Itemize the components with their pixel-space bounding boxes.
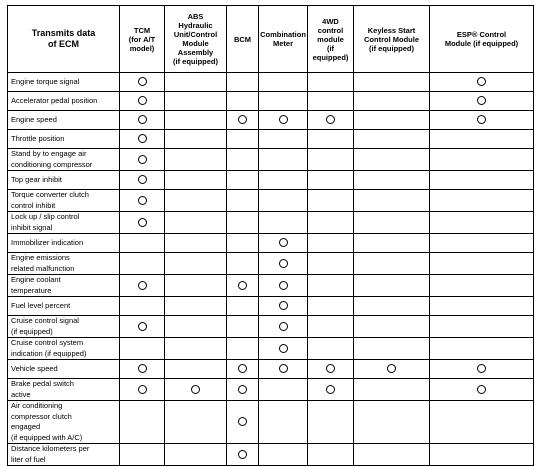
- circle-mark-icon: [191, 385, 200, 394]
- table-cell: [165, 234, 227, 253]
- table-cell: [430, 253, 534, 275]
- table-row: [8, 149, 534, 171]
- table-cell: [227, 171, 259, 190]
- row-label: Engine emissions related malfunction: [8, 253, 120, 275]
- circle-mark-icon: [238, 385, 247, 394]
- table-cell: [259, 212, 308, 234]
- circle-mark-icon: [138, 322, 147, 331]
- table-cell: [259, 111, 308, 130]
- row-label: Engine speed: [8, 111, 120, 130]
- row-label: Brake pedal switch active: [8, 379, 120, 401]
- table-cell: [259, 360, 308, 379]
- table-cell: [227, 190, 259, 212]
- table-row: [8, 111, 534, 130]
- table-cell: [120, 360, 165, 379]
- circle-mark-icon: [387, 364, 396, 373]
- table-cell: [227, 130, 259, 149]
- table-cell: [354, 92, 430, 111]
- table-row: [8, 92, 534, 111]
- table-cell: [227, 253, 259, 275]
- row-label: Immobilizer indication: [8, 234, 120, 253]
- row-label: Cruise control system indication (if equipped): [8, 338, 120, 360]
- table-cell: [259, 297, 308, 316]
- table-cell: [259, 275, 308, 297]
- circle-mark-icon: [477, 77, 486, 86]
- table-row: [8, 73, 534, 92]
- circle-mark-icon: [138, 77, 147, 86]
- table-cell: [165, 212, 227, 234]
- circle-mark-icon: [138, 134, 147, 143]
- table-cell: [430, 149, 534, 171]
- table-cell: [227, 379, 259, 401]
- table-cell: [308, 92, 354, 111]
- row-label: Accelerator pedal position: [8, 92, 120, 111]
- table-cell: [227, 92, 259, 111]
- table-cell: [165, 111, 227, 130]
- table-cell: [308, 73, 354, 92]
- table-cell: [165, 149, 227, 171]
- circle-mark-icon: [238, 115, 247, 124]
- table-cell: [308, 338, 354, 360]
- table-cell: [354, 275, 430, 297]
- table-row: [8, 297, 534, 316]
- table-cell: [354, 190, 430, 212]
- table-cell: [430, 401, 534, 444]
- table-row: [8, 234, 534, 253]
- table-cell: [165, 360, 227, 379]
- table-cell: [259, 338, 308, 360]
- table-cell: [165, 73, 227, 92]
- table-cell: [430, 171, 534, 190]
- table-cell: [165, 171, 227, 190]
- table-cell: [308, 234, 354, 253]
- row-label: Throttle position: [8, 130, 120, 149]
- row-label: Lock up / slip control inhibit signal: [8, 212, 120, 234]
- circle-mark-icon: [477, 115, 486, 124]
- table-cell: [259, 234, 308, 253]
- circle-mark-icon: [138, 115, 147, 124]
- table-cell: [308, 212, 354, 234]
- table-cell: [259, 130, 308, 149]
- table-cell: [430, 297, 534, 316]
- table-row: [8, 212, 534, 234]
- table-cell: [308, 297, 354, 316]
- table-cell: [354, 111, 430, 130]
- table-cell: [165, 130, 227, 149]
- circle-mark-icon: [326, 385, 335, 394]
- table-cell: [354, 212, 430, 234]
- table-cell: [430, 234, 534, 253]
- table-cell: [120, 130, 165, 149]
- table-cell: [120, 401, 165, 444]
- table-cell: [354, 130, 430, 149]
- circle-mark-icon: [477, 385, 486, 394]
- table-row: [8, 360, 534, 379]
- table-cell: [259, 149, 308, 171]
- circle-mark-icon: [138, 96, 147, 105]
- row-label: Fuel level percent: [8, 297, 120, 316]
- circle-mark-icon: [326, 115, 335, 124]
- circle-mark-icon: [279, 301, 288, 310]
- table-cell: [120, 316, 165, 338]
- circle-mark-icon: [279, 344, 288, 353]
- table-cell: [120, 190, 165, 212]
- header-tcm: TCM (for A/T model): [120, 6, 165, 73]
- table-cell: [165, 338, 227, 360]
- table-row: [8, 379, 534, 401]
- table-cell: [354, 444, 430, 466]
- table-cell: [227, 275, 259, 297]
- table-cell: [308, 316, 354, 338]
- circle-mark-icon: [138, 281, 147, 290]
- table-cell: [227, 73, 259, 92]
- table-cell: [227, 212, 259, 234]
- circle-mark-icon: [238, 364, 247, 373]
- table-cell: [120, 444, 165, 466]
- circle-mark-icon: [138, 218, 147, 227]
- table-row: [8, 338, 534, 360]
- row-label: Distance kilometers per liter of fuel: [8, 444, 120, 466]
- circle-mark-icon: [238, 450, 247, 459]
- table-cell: [120, 111, 165, 130]
- table-cell: [120, 212, 165, 234]
- table-cell: [308, 360, 354, 379]
- header-keyless-start: Keyless Start Control Module (if equipped): [354, 6, 430, 73]
- circle-mark-icon: [138, 364, 147, 373]
- table-cell: [430, 360, 534, 379]
- circle-mark-icon: [326, 364, 335, 373]
- ecm-data-table: [7, 5, 534, 466]
- row-label: Cruise control signal (if equipped): [8, 316, 120, 338]
- circle-mark-icon: [477, 96, 486, 105]
- table-cell: [120, 297, 165, 316]
- header-esp: ESP® Control Module (if equipped): [430, 6, 534, 73]
- header-4wd: 4WD control module (if equipped): [308, 6, 354, 73]
- table-cell: [259, 316, 308, 338]
- table-cell: [354, 234, 430, 253]
- table-cell: [120, 379, 165, 401]
- table-row: [8, 275, 534, 297]
- circle-mark-icon: [279, 281, 288, 290]
- table-cell: [165, 190, 227, 212]
- table-cell: [227, 360, 259, 379]
- table-cell: [308, 444, 354, 466]
- table-cell: [354, 171, 430, 190]
- table-cell: [227, 338, 259, 360]
- table-cell: [308, 253, 354, 275]
- circle-mark-icon: [477, 364, 486, 373]
- circle-mark-icon: [279, 322, 288, 331]
- header-bcm: BCM: [227, 6, 259, 73]
- table-cell: [227, 297, 259, 316]
- table-body: [8, 73, 534, 466]
- table-cell: [120, 234, 165, 253]
- circle-mark-icon: [138, 175, 147, 184]
- table-cell: [227, 316, 259, 338]
- table-row: [8, 316, 534, 338]
- circle-mark-icon: [238, 281, 247, 290]
- table-cell: [165, 316, 227, 338]
- table-cell: [227, 149, 259, 171]
- table-cell: [120, 149, 165, 171]
- table-header-row: [8, 6, 534, 73]
- table-cell: [120, 275, 165, 297]
- table-cell: [259, 379, 308, 401]
- circle-mark-icon: [279, 364, 288, 373]
- table-cell: [308, 275, 354, 297]
- table-cell: [227, 444, 259, 466]
- table-cell: [430, 130, 534, 149]
- table-cell: [430, 275, 534, 297]
- circle-mark-icon: [279, 259, 288, 268]
- circle-mark-icon: [279, 238, 288, 247]
- row-label: Engine coolant temperature: [8, 275, 120, 297]
- table-cell: [259, 171, 308, 190]
- circle-mark-icon: [138, 155, 147, 164]
- table-cell: [308, 130, 354, 149]
- table-cell: [120, 73, 165, 92]
- header-transmits-data: Transmits data of ECM: [8, 6, 120, 73]
- row-label: Torque converter clutch control inhibit: [8, 190, 120, 212]
- table-cell: [354, 379, 430, 401]
- table-cell: [430, 338, 534, 360]
- table-cell: [354, 338, 430, 360]
- table-cell: [308, 111, 354, 130]
- table-cell: [120, 92, 165, 111]
- row-label: Vehicle speed: [8, 360, 120, 379]
- table-cell: [259, 92, 308, 111]
- table-row: [8, 401, 534, 444]
- table-cell: [165, 379, 227, 401]
- table-row: [8, 130, 534, 149]
- table-cell: [165, 401, 227, 444]
- table-cell: [259, 73, 308, 92]
- table-cell: [259, 401, 308, 444]
- table-cell: [259, 444, 308, 466]
- table-cell: [165, 297, 227, 316]
- table-cell: [308, 149, 354, 171]
- table-cell: [430, 212, 534, 234]
- header-abs: ABS Hydraulic Unit/Control Module Assembly (if equipped): [165, 6, 227, 73]
- circle-mark-icon: [138, 196, 147, 205]
- table-cell: [165, 253, 227, 275]
- table-cell: [354, 401, 430, 444]
- table-cell: [120, 253, 165, 275]
- table-cell: [430, 73, 534, 92]
- table-cell: [430, 92, 534, 111]
- table-cell: [308, 379, 354, 401]
- table-cell: [120, 171, 165, 190]
- row-label: Air conditioning compressor clutch engaged (if equipped with A/C): [8, 401, 120, 444]
- table-cell: [120, 338, 165, 360]
- table-cell: [430, 316, 534, 338]
- table-cell: [354, 360, 430, 379]
- table-cell: [308, 171, 354, 190]
- row-label: Engine torque signal: [8, 73, 120, 92]
- row-label: Top gear inhibit: [8, 171, 120, 190]
- table-cell: [354, 253, 430, 275]
- table-cell: [354, 316, 430, 338]
- table-cell: [430, 444, 534, 466]
- table-row: [8, 171, 534, 190]
- table-row: [8, 253, 534, 275]
- table-cell: [308, 401, 354, 444]
- table-cell: [227, 401, 259, 444]
- circle-mark-icon: [238, 417, 247, 426]
- table-cell: [165, 444, 227, 466]
- table-cell: [227, 234, 259, 253]
- table-cell: [354, 73, 430, 92]
- table-cell: [430, 190, 534, 212]
- circle-mark-icon: [279, 115, 288, 124]
- table-cell: [308, 190, 354, 212]
- table-cell: [165, 275, 227, 297]
- table-cell: [430, 379, 534, 401]
- table-cell: [430, 111, 534, 130]
- table-row: [8, 444, 534, 466]
- table-cell: [259, 190, 308, 212]
- header-combination-meter: Combination Meter: [259, 6, 308, 73]
- table-cell: [227, 111, 259, 130]
- table-row: [8, 190, 534, 212]
- table-cell: [165, 92, 227, 111]
- row-label: Stand by to engage air conditioning compressor: [8, 149, 120, 171]
- circle-mark-icon: [138, 385, 147, 394]
- table-cell: [354, 297, 430, 316]
- table-cell: [259, 253, 308, 275]
- table-cell: [354, 149, 430, 171]
